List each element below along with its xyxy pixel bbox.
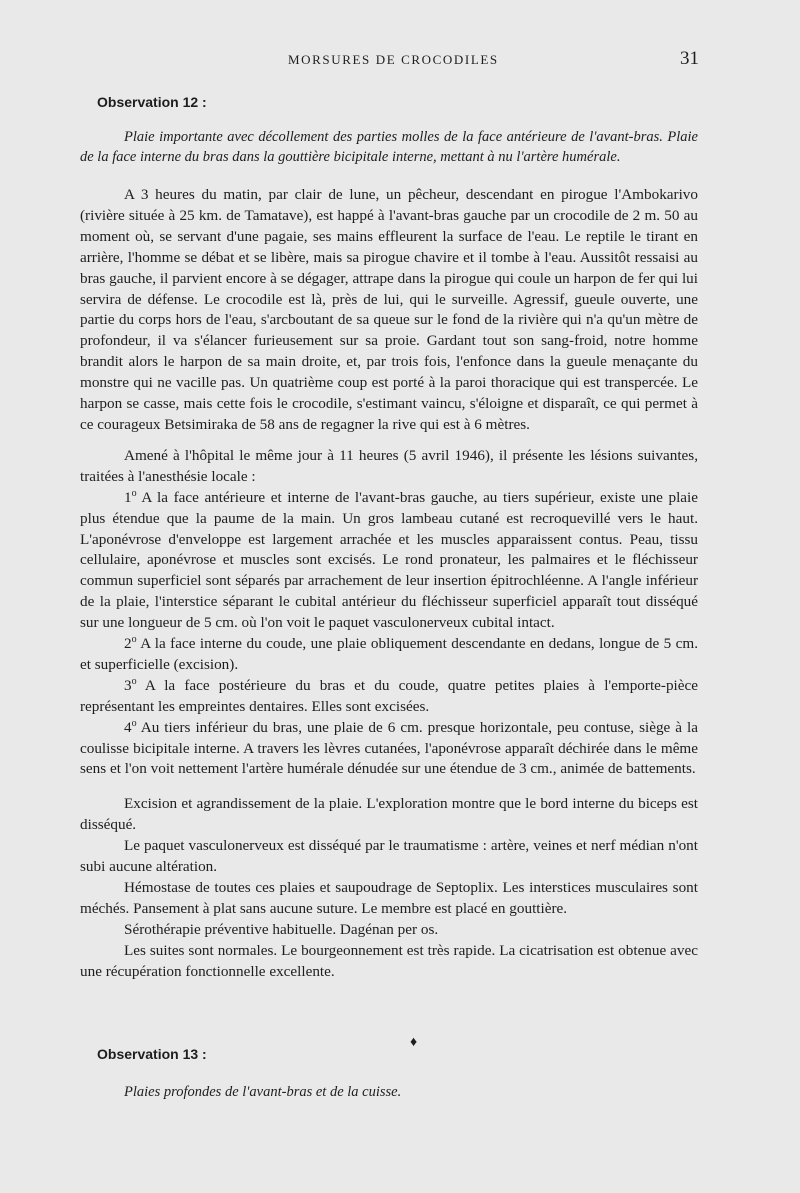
lesion-number: 3: [124, 676, 132, 694]
ornament-mark: ♦: [410, 1035, 418, 1050]
treatment-paragraph: Les suites sont normales. Le bourgeonnement est très rapide. La cicatrisation est obtenue avec une récupération fonctionnelle excellente.: [80, 941, 698, 980]
page-number: 31: [680, 48, 699, 69]
observation-13-heading: Observation 13 :: [97, 1046, 207, 1062]
lesion-text: A la face interne du coude, une plaie obliquement descendante en dedans, longue de 5 cm. et superficielle (excision).: [80, 635, 699, 673]
lesion-item: [80, 676, 698, 718]
lesion-number: 2: [124, 635, 132, 653]
lesion-text: Au tiers inférieur du bras, une plaie de 6 cm. presque horizontale, peu contuse, siège à la coulisse bicipitale interne. A travers les lèvres cutanées, l'aponévrose apparaît déchirée dans le même sens et l'on voit nettement l'artère humérale dénudée sur une étendue de 3 cm., animée de battements.: [80, 718, 698, 778]
treatment-paragraph: Sérothérapie préventive habituelle. Dagénan per os.: [124, 920, 439, 938]
observation-12-heading: Observation 12 :: [97, 94, 207, 110]
lesion-item: [80, 488, 698, 634]
lesion-item: [80, 634, 698, 676]
degree-sign: o: [131, 675, 137, 687]
lesion-item: [80, 718, 698, 781]
admission-paragraph: Amené à l'hôpital le même jour à 11 heures (5 avril 1946), il présente les lésions suivantes, traitées à l'anesthésie locale :: [80, 446, 698, 485]
observation-13-summary: Plaies profondes de l'avant-bras et de la cuisse.: [124, 1084, 402, 1100]
lesion-number: 1: [124, 488, 132, 506]
running-title: MORSURES DE CROCODILES: [288, 52, 499, 67]
narrative-paragraph: A 3 heures du matin, par clair de lune, un pêcheur, descendant en pirogue l'Ambokarivo (rivière située à 25 km. de Tamatave), est happé à l'avant-bras gauche par un crocodile de 2 m. 50 au moment où, se servant d'une pagaie, ses mains effleurent la surface de l'eau. Le reptile le tirant en arrière, l'homme se débat et se libère, mais sa pirogue chavire et il tombe à l'eau. Aussitôt ressaisi au bras gauche, il parvient encore à se dégager, attrape dans la pirogue qui coule un harpon de fer qui lui servira de défense. Le crocodile est là, près de lui, qui le surveille. Agressif, gueule ouverte, une partie du corps hors de l'eau, s'arcboutant de sa queue sur le fond de la rivière qui n'a qu'un mètre de profondeur, il va s'élancer furieusement sur sa proie. Gardant tout son sang-froid, notre homme brandit alors le harpon de sa main droite, et, par trois fois, l'enfonce dans la gueule menaçante du monstre qui ne vacille pas. Un quatrième coup est porté à la paroi thoracique qui est transpercée. Le harpon se casse, mais cette fois le crocodile, s'estimant vaincu, s'éloigne et disparaît, ce qui permet à ce courageux Betsimiraka de 58 ans de regagner la rive qui est à 6 mètres.: [80, 186, 698, 433]
degree-sign: o: [131, 487, 137, 499]
lesion-text: A la face postérieure du bras et du coude, quatre petites plaies à l'emporte-pièce représentant les empreintes dentaires. Elles sont excisées.: [80, 676, 698, 715]
degree-sign: o: [131, 633, 137, 645]
lesion-number: 4: [124, 718, 132, 736]
degree-sign: o: [131, 717, 137, 729]
observation-12-summary: Plaie importante avec décollement des parties molles de la face antérieure de l'avant-bras. Plaie de la face interne du bras dans la gouttière bicipitale interne, mettant à nu l'artère humérale.: [80, 129, 698, 165]
treatment-paragraph: Hémostase de toutes ces plaies et saupoudrage de Septoplix. Les interstices musculaires sont méchés. Pansement à plat sans aucune suture. Le membre est placé en gouttière.: [80, 879, 698, 917]
treatment-paragraph: Excision et agrandissement de la plaie. L'exploration montre que le bord interne du biceps est disséqué.: [80, 795, 698, 834]
observation-12-body: [80, 185, 698, 983]
lesion-text: A la face antérieure et interne de l'avant-bras gauche, au tiers supérieur, existe une plaie plus étendue que la paume de la main. Un gros lambeau cutané est recroquevillé vers le haut. L'aponévrose d'enveloppe est largement arrachée et les muscles apparaissent contus. Peau, tissu cellulaire, aponévrose et muscles sont excisés. Le rond pronateur, les palmaires et le fléchisseur commun superficiel sont séparés par arrachement de leur insertion épitrochléenne. A l'angle inférieur de la plaie, l'interstice séparant le cubital antérieur du fléchisseur superficiel apparaît tout disséqué sur une longueur de 5 cm. où l'on voit le paquet vasculonerveux cubital intact.: [80, 488, 698, 632]
treatment-paragraph: Le paquet vasculonerveux est disséqué par le traumatisme : artère, veines et nerf médian n'ont subi aucune altération.: [80, 837, 698, 876]
